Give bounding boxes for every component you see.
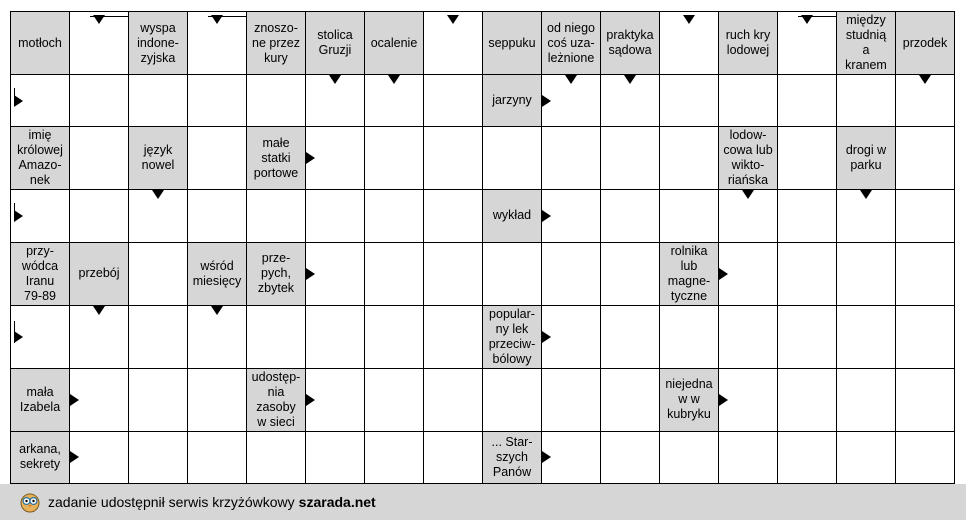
answer-cell-r3c7[interactable] [424, 190, 483, 242]
clue-cell-r7c0 [11, 432, 70, 484]
clue-cell-r0c6 [365, 12, 424, 75]
answer-cell-r1c14[interactable] [837, 75, 896, 127]
answer-cell-r3c6[interactable] [365, 190, 424, 242]
arrow-down-icon [683, 15, 695, 24]
answer-cell-r3c5[interactable] [306, 190, 365, 242]
answer-cell-r4c8[interactable] [483, 243, 542, 306]
clue-text: prze- pych, zbytek [257, 251, 295, 296]
clue-cell-r4c0 [11, 243, 70, 306]
answer-cell-r5c15[interactable] [896, 306, 955, 369]
clue-cell-r0c5 [306, 12, 365, 75]
answer-cell-r2c13[interactable] [778, 127, 837, 190]
footer-brand-link[interactable]: szarada.net [298, 494, 376, 510]
answer-cell-r1c1[interactable] [70, 75, 129, 127]
clue-cell-r2c14 [837, 127, 896, 190]
answer-cell-r5c4[interactable] [247, 306, 306, 369]
clue-cell-r4c11 [660, 243, 719, 306]
answer-cell-r6c14[interactable] [837, 369, 896, 432]
clue-text: popular- ny lek przeciw- bólowy [488, 306, 536, 366]
answer-cell-r6c8[interactable] [483, 369, 542, 432]
footer-text: zadanie udostępnił serwis krzyżówkowy [48, 494, 295, 510]
arrow-right-icon [70, 394, 79, 406]
answer-cell-r3c4[interactable] [247, 190, 306, 242]
footer [0, 484, 966, 520]
answer-cell-r1c2[interactable] [129, 75, 188, 127]
answer-cell-r4c13[interactable] [778, 243, 837, 306]
clue-text: stolica Gruzji [317, 28, 353, 57]
crossword-grid [10, 11, 955, 484]
arrow-down-icon [801, 15, 813, 24]
clue-cell-r6c4 [247, 369, 306, 432]
arrow-right-icon [306, 268, 315, 280]
arrow-right-icon [542, 451, 551, 463]
answer-cell-r5c0[interactable] [11, 306, 70, 369]
clue-text: wyspa indone- zyjska [137, 20, 179, 65]
clue-cell-r0c12 [719, 12, 778, 75]
answer-cell-r7c7[interactable] [424, 432, 483, 484]
answer-cell-r6c15[interactable] [896, 369, 955, 432]
clue-cell-r0c4 [247, 12, 306, 75]
answer-cell-r0c3[interactable] [188, 12, 247, 75]
answer-cell-r5c6[interactable] [365, 306, 424, 369]
answer-cell-r4c14[interactable] [837, 243, 896, 306]
answer-cell-r7c11[interactable] [660, 432, 719, 484]
arrow-down-icon [388, 75, 400, 84]
answer-cell-r2c15[interactable] [896, 127, 955, 190]
clue-cell-r3c8 [483, 190, 542, 242]
answer-cell-r4c9[interactable] [542, 243, 601, 306]
clue-cell-r5c8 [483, 306, 542, 369]
clue-text: arkana, sekrety [19, 442, 61, 472]
clue-cell-r2c2 [129, 127, 188, 190]
answer-cell-r6c3[interactable] [188, 369, 247, 432]
answer-cell-r5c1[interactable] [70, 306, 129, 369]
arrow-right-icon [719, 268, 728, 280]
arrow-right-icon [14, 210, 23, 222]
clue-cell-r0c2 [129, 12, 188, 75]
clue-text: praktyka sądowa [606, 28, 654, 57]
answer-cell-r7c4[interactable] [247, 432, 306, 484]
answer-cell-r0c7[interactable] [424, 12, 483, 75]
clue-cell-r2c0 [11, 127, 70, 190]
answer-cell-r4c15[interactable] [896, 243, 955, 306]
answer-cell-r5c2[interactable] [129, 306, 188, 369]
answer-cell-r3c3[interactable] [188, 190, 247, 242]
answer-cell-r3c1[interactable] [70, 190, 129, 242]
answer-cell-r3c0[interactable] [11, 190, 70, 242]
answer-cell-r6c2[interactable] [129, 369, 188, 432]
clue-cell-r0c0 [11, 12, 70, 75]
answer-cell-r4c7[interactable] [424, 243, 483, 306]
answer-cell-r2c9[interactable] [542, 127, 601, 190]
answer-cell-r2c10[interactable] [601, 127, 660, 190]
answer-cell-r1c7[interactable] [424, 75, 483, 127]
clue-text: mała Izabela [19, 384, 61, 414]
arrow-down-icon [742, 190, 754, 199]
answer-cell-r5c12[interactable] [719, 306, 778, 369]
answer-cell-r6c9[interactable] [542, 369, 601, 432]
answer-cell-r0c11[interactable] [660, 12, 719, 75]
answer-cell-r2c8[interactable] [483, 127, 542, 190]
answer-cell-r7c2[interactable] [129, 432, 188, 484]
answer-cell-r4c6[interactable] [365, 243, 424, 306]
arrow-down-icon [152, 190, 164, 199]
clue-text: udostęp- nia zasoby w sieci [251, 369, 301, 429]
answer-cell-r7c13[interactable] [778, 432, 837, 484]
arrow-down-icon [93, 306, 105, 315]
answer-cell-r3c11[interactable] [660, 190, 719, 242]
arrow-down-icon [860, 190, 872, 199]
answer-cell-r4c2[interactable] [129, 243, 188, 306]
answer-cell-r0c13[interactable] [778, 12, 837, 75]
answer-cell-r3c10[interactable] [601, 190, 660, 242]
answer-cell-r4c10[interactable] [601, 243, 660, 306]
clue-cell-r0c10 [601, 12, 660, 75]
clue-text: lodow- cowa lub wikto- riańska [723, 128, 773, 188]
clue-text: od niego coś uza- leżnione [547, 20, 595, 65]
clue-cell-r0c9 [542, 12, 601, 75]
clue-text: seppuku [488, 35, 536, 50]
clue-text: przebój [78, 266, 120, 281]
clue-text: jarzyny [492, 93, 532, 108]
owl-logo-icon [18, 490, 42, 514]
arrow-down-icon [447, 15, 459, 24]
answer-cell-r2c3[interactable] [188, 127, 247, 190]
clue-cell-r1c8 [483, 75, 542, 127]
answer-cell-r7c3[interactable] [188, 432, 247, 484]
clue-text: ... Star- szych Panów [491, 434, 533, 479]
answer-cell-r3c15[interactable] [896, 190, 955, 242]
clue-text: między studnią a kranem [845, 13, 887, 72]
arrow-right-icon [70, 451, 79, 463]
clue-cell-r4c3 [188, 243, 247, 306]
clue-text: wśród miesięcy [192, 258, 242, 288]
clue-cell-r6c0 [11, 369, 70, 432]
arrow-right-icon [14, 95, 23, 107]
arrow-right-icon [306, 394, 315, 406]
answer-cell-r5c3[interactable] [188, 306, 247, 369]
arrow-down-icon [919, 75, 931, 84]
answer-cell-r7c12[interactable] [719, 432, 778, 484]
answer-cell-r7c10[interactable] [601, 432, 660, 484]
answer-cell-r5c14[interactable] [837, 306, 896, 369]
clue-text: znoszo- ne przez kury [252, 20, 300, 65]
answer-cell-r7c14[interactable] [837, 432, 896, 484]
answer-cell-r7c15[interactable] [896, 432, 955, 484]
clue-text: rolnika lub magne- tyczne [667, 243, 711, 303]
answer-cell-r5c5[interactable] [306, 306, 365, 369]
arrow-down-icon [211, 306, 223, 315]
answer-cell-r1c4[interactable] [247, 75, 306, 127]
answer-cell-r6c6[interactable] [365, 369, 424, 432]
answer-cell-r2c6[interactable] [365, 127, 424, 190]
answer-cell-r1c12[interactable] [719, 75, 778, 127]
clue-text: przy- wódca Iranu 79-89 [21, 243, 59, 303]
clue-text: małe statki portowe [253, 135, 299, 180]
arrow-down-icon [329, 75, 341, 84]
clue-text: imię królowej Amazo- nek [17, 128, 63, 188]
clue-cell-r7c8 [483, 432, 542, 484]
clue-text: drogi w parku [845, 143, 887, 173]
clue-cell-r0c14 [837, 12, 896, 75]
arrow-down-icon [93, 15, 105, 24]
answer-cell-r0c1[interactable] [70, 12, 129, 75]
answer-cell-r2c7[interactable] [424, 127, 483, 190]
arrow-right-icon [14, 331, 23, 343]
answer-cell-r7c5[interactable] [306, 432, 365, 484]
clue-text: ruch kry lodowej [725, 28, 771, 57]
clue-cell-r4c1 [70, 243, 129, 306]
clue-cell-r0c15 [896, 12, 955, 75]
answer-cell-r2c1[interactable] [70, 127, 129, 190]
arrow-right-icon [542, 210, 551, 222]
answer-cell-r2c11[interactable] [660, 127, 719, 190]
answer-cell-r6c10[interactable] [601, 369, 660, 432]
arrow-right-icon [542, 331, 551, 343]
arrow-down-icon [211, 15, 223, 24]
clue-cell-r4c4 [247, 243, 306, 306]
clue-text: ocalenie [370, 35, 418, 50]
answer-cell-r1c13[interactable] [778, 75, 837, 127]
answer-cell-r1c3[interactable] [188, 75, 247, 127]
arrow-right-icon [306, 152, 315, 164]
answer-cell-r3c13[interactable] [778, 190, 837, 242]
answer-cell-r6c13[interactable] [778, 369, 837, 432]
clue-cell-r2c4 [247, 127, 306, 190]
clue-text: język nowel [141, 143, 175, 173]
answer-cell-r7c6[interactable] [365, 432, 424, 484]
answer-cell-r1c0[interactable] [11, 75, 70, 127]
answer-cell-r1c11[interactable] [660, 75, 719, 127]
arrow-down-icon [624, 75, 636, 84]
clue-text: motłoch [18, 35, 62, 50]
answer-cell-r5c13[interactable] [778, 306, 837, 369]
answer-cell-r6c7[interactable] [424, 369, 483, 432]
answer-cell-r5c10[interactable] [601, 306, 660, 369]
clue-cell-r2c12 [719, 127, 778, 190]
clue-cell-r0c8 [483, 12, 542, 75]
arrow-right-icon [542, 95, 551, 107]
clue-text: przodek [902, 35, 948, 50]
clue-text: wykład [492, 208, 532, 223]
answer-cell-r5c7[interactable] [424, 306, 483, 369]
arrow-down-icon [565, 75, 577, 84]
answer-cell-r5c11[interactable] [660, 306, 719, 369]
arrow-right-icon [719, 394, 728, 406]
clue-cell-r6c11 [660, 369, 719, 432]
clue-text: niejedna w w kubryku [665, 377, 713, 422]
